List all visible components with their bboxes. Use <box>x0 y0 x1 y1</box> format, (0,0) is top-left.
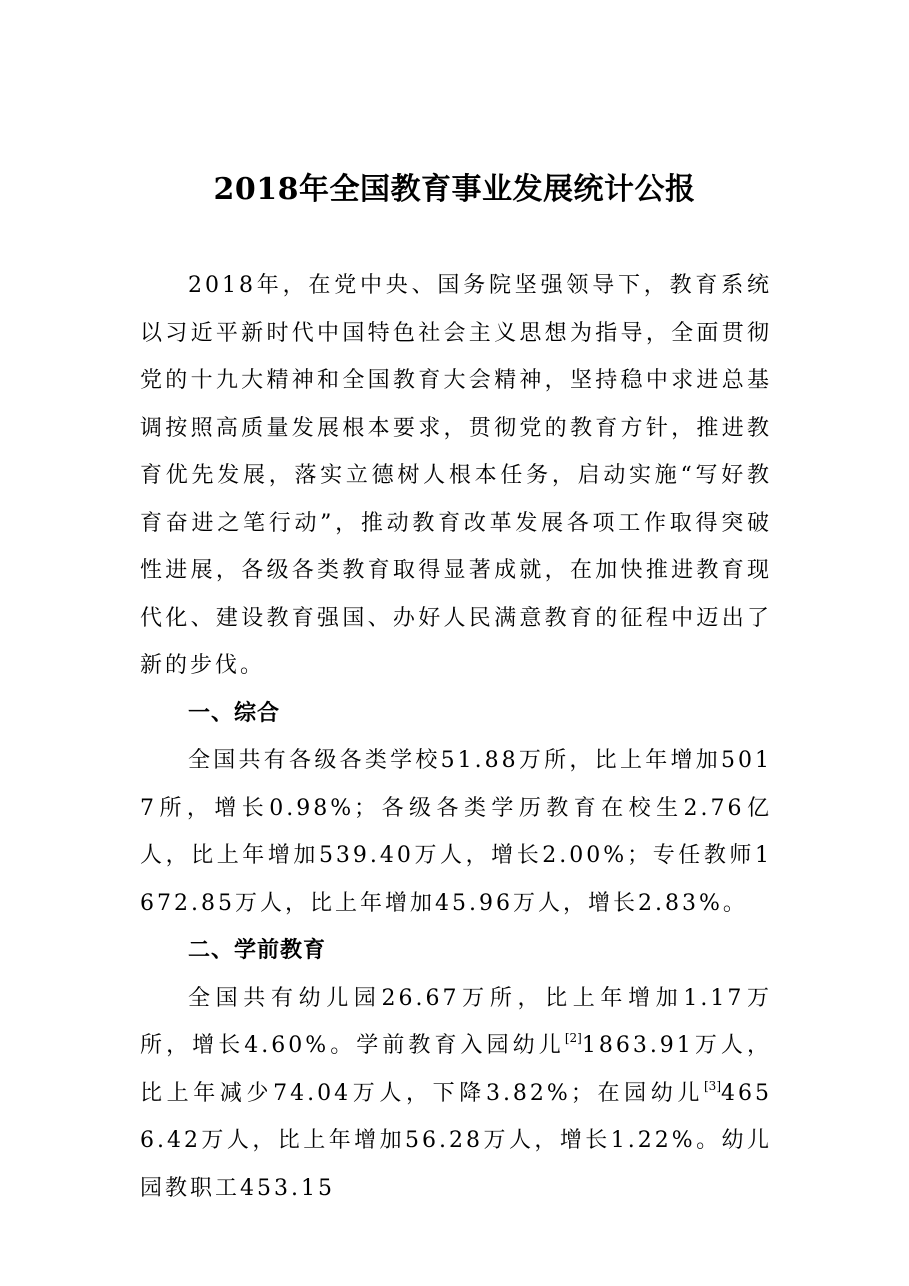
preschool-paragraph <box>140 975 772 1213</box>
footnote-marker-3: [3] <box>704 1078 721 1093</box>
section-heading-overview: 一、综合 <box>188 699 281 726</box>
document-body <box>140 262 772 1212</box>
preschool-text-part-2: 1863.91万人，比上年减少74.04万人，下降3.82%；在园幼儿 <box>140 1033 773 1106</box>
intro-paragraph: 2018年，在党中央、国务院坚强领导下，教育系统以习近平新时代中国特色社会主义思想为指导，全面贯彻党的十九大精神和全国教育大会精神，坚持稳中求进总基调按照高质量发展根本要求，贯彻党的教育方针，推进教育优先发展，落实立德树人根本任务，启动实施“写好教育奋进之笔行动”，推动教育改革发展各项工作取得突破性进展，各级各类教育取得显著成就，在加快推进教育现代化、建设教育强国、办好人民满意教育的征程中迈出了新的步伐。 <box>140 273 772 678</box>
footnote-marker-2: [2] <box>564 1031 582 1045</box>
preschool-text-part-3: 4656.42万人，比上年增加56.28万人，增长1.22%。幼儿园教职工453.15 <box>140 1080 772 1201</box>
document-title: 2018年全国教育事业发展统计公报 <box>213 172 696 207</box>
section-heading-preschool: 二、学前教育 <box>188 937 327 963</box>
preschool-text-part-1: 全国共有幼儿园26.67万所，比上年增加1.17万所，增长4.60%。学前教育入园幼儿 <box>140 985 772 1058</box>
overview-paragraph: 全国共有各级各类学校51.88万所，比上年增加5017所，增长0.98%；各级各类学历教育在校生2.76亿人，比上年增加539.40万人，增长2.00%；专任教师1672.85万人，比上年增加45.96万人，增长2.83%。 <box>140 748 772 916</box>
